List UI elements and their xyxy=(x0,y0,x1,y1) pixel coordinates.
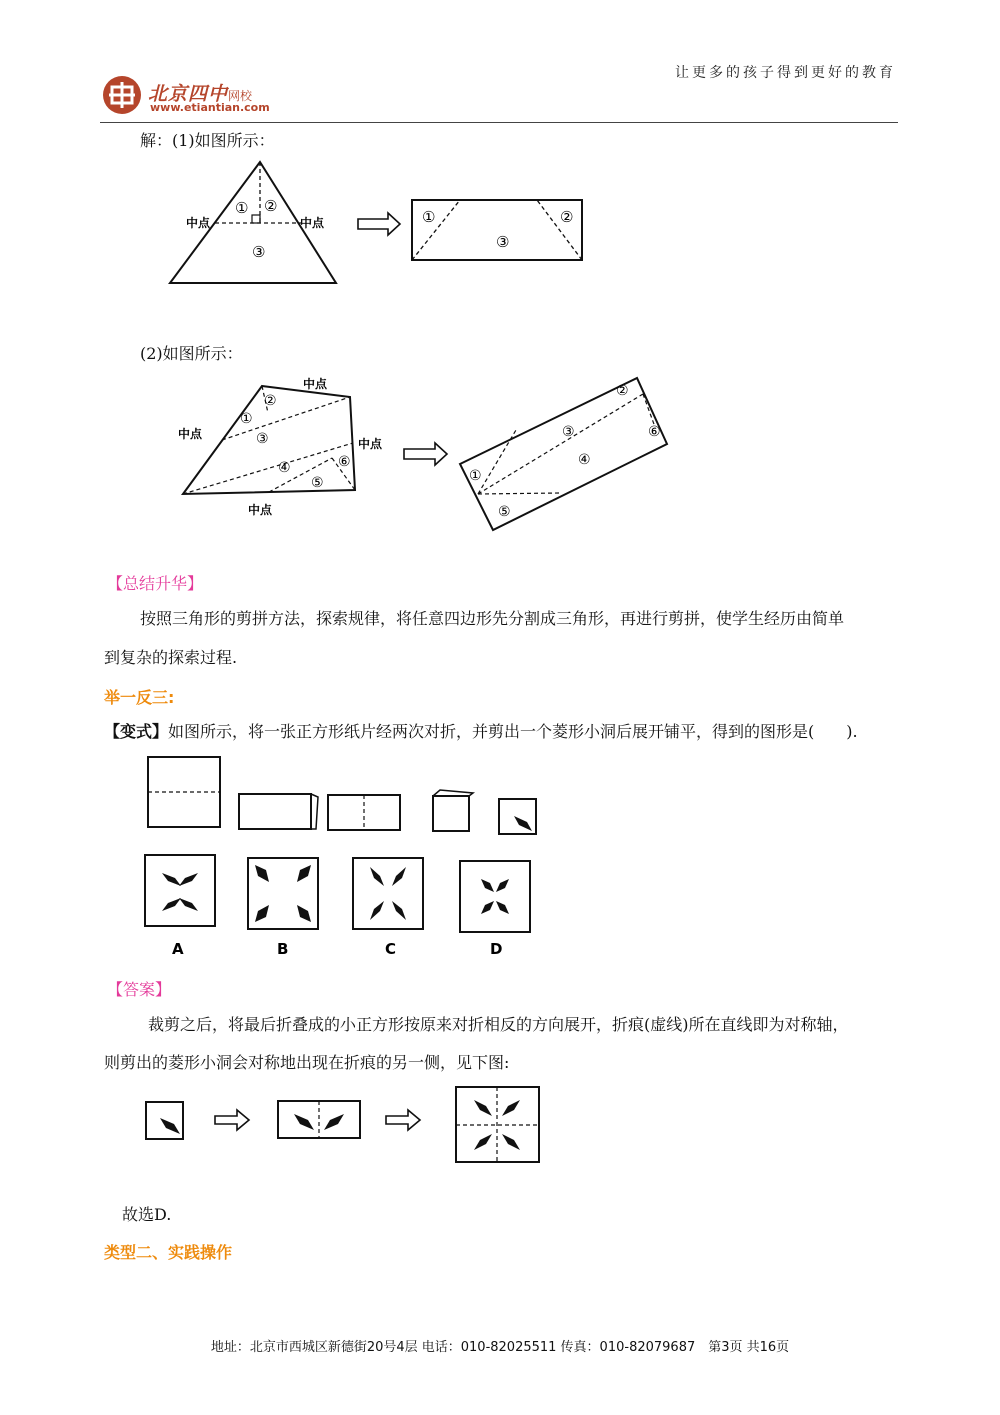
option-c-label: C xyxy=(385,940,397,958)
page-footer: 地址：北京市西城区新德街20号4层 电话：010-82025511 传真：010-82079687 第3页 共16页 xyxy=(210,1340,790,1355)
summary-line-1: 按照三角形的剪拼方法，探索规律，将任意四边形先分割成三角形，再进行剪拼，使学生经历由简单 xyxy=(140,609,845,628)
label-q-1: ① xyxy=(240,411,253,427)
variant-tag: 【变式】 xyxy=(104,722,169,741)
label-piece-1: ① xyxy=(235,199,249,217)
answer-conclusion: 故选D. xyxy=(122,1205,172,1224)
label-r-5: ⑤ xyxy=(498,504,511,520)
logo-icon xyxy=(103,76,141,114)
label-rect-piece-2: ② xyxy=(560,208,574,226)
arrow-icon xyxy=(358,213,400,235)
logo-name: 北京四中网校 xyxy=(148,83,253,105)
answer-line-2: 则剪出的菱形小洞会对称地出现在折痕的另一侧，见下图: xyxy=(104,1053,510,1072)
label-r-6: ⑥ xyxy=(648,424,661,440)
answer-line-1: 裁剪之后，将最后折叠成的小正方形按原来对折相反的方向展开，折痕(虚线)所在直线即为对称轴， xyxy=(148,1015,849,1034)
label-q-4: ④ xyxy=(278,460,291,476)
next-section-heading: 类型二、实践操作 xyxy=(104,1243,233,1262)
label-r-3: ③ xyxy=(562,424,575,440)
label-piece-3: ③ xyxy=(252,243,266,261)
label-mid-left: 中点 xyxy=(178,427,203,441)
summary-line-2: 到复杂的探索过程. xyxy=(104,648,238,667)
arrow-icon xyxy=(215,1110,249,1130)
header-divider xyxy=(100,122,898,123)
label-r-2: ② xyxy=(616,383,629,399)
label-r-4: ④ xyxy=(578,452,591,468)
label-piece-2: ② xyxy=(264,197,278,215)
option-b-label: B xyxy=(277,940,289,958)
practice-question: 【变式】如图所示，将一张正方形纸片经两次对折，并剪出一个菱形小洞后展开铺平，得到的图形是( ). xyxy=(104,722,858,741)
label-r-1: ① xyxy=(469,468,482,484)
label-rect-piece-1: ① xyxy=(422,208,436,226)
label-mid-bottom: 中点 xyxy=(248,503,273,517)
label-q-2: ② xyxy=(264,393,277,409)
label-q-6: ⑥ xyxy=(338,454,351,470)
label-q-3: ③ xyxy=(256,431,269,447)
figure-fold-options xyxy=(140,752,560,962)
option-a-label: A xyxy=(172,940,184,958)
arrow-icon xyxy=(386,1110,420,1130)
practice-heading: 举一反三: xyxy=(104,688,175,707)
summary-heading: 【总结升华】 xyxy=(107,574,204,593)
figure-triangle-cut xyxy=(160,155,600,295)
answer-heading: 【答案】 xyxy=(107,980,172,999)
arrow-icon xyxy=(404,443,447,465)
label-midpoint-left: 中点 xyxy=(186,216,211,230)
logo-url: www.etiantian.com xyxy=(150,101,270,114)
solution-part2: (2)如图所示： xyxy=(140,344,243,363)
figure-quadrilateral-cut xyxy=(170,370,680,540)
label-rect-piece-3: ③ xyxy=(496,233,510,251)
label-mid-top: 中点 xyxy=(303,377,328,391)
figure-unfold-steps xyxy=(140,1082,560,1172)
header-slogan: 让更多的孩子得到更好的教育 xyxy=(675,65,896,81)
option-d-label: D xyxy=(490,940,503,958)
label-midpoint-right: 中点 xyxy=(300,216,325,230)
label-mid-right: 中点 xyxy=(358,437,383,451)
solution-intro: 解：(1)如图所示： xyxy=(140,131,275,150)
label-q-5: ⑤ xyxy=(311,475,324,491)
